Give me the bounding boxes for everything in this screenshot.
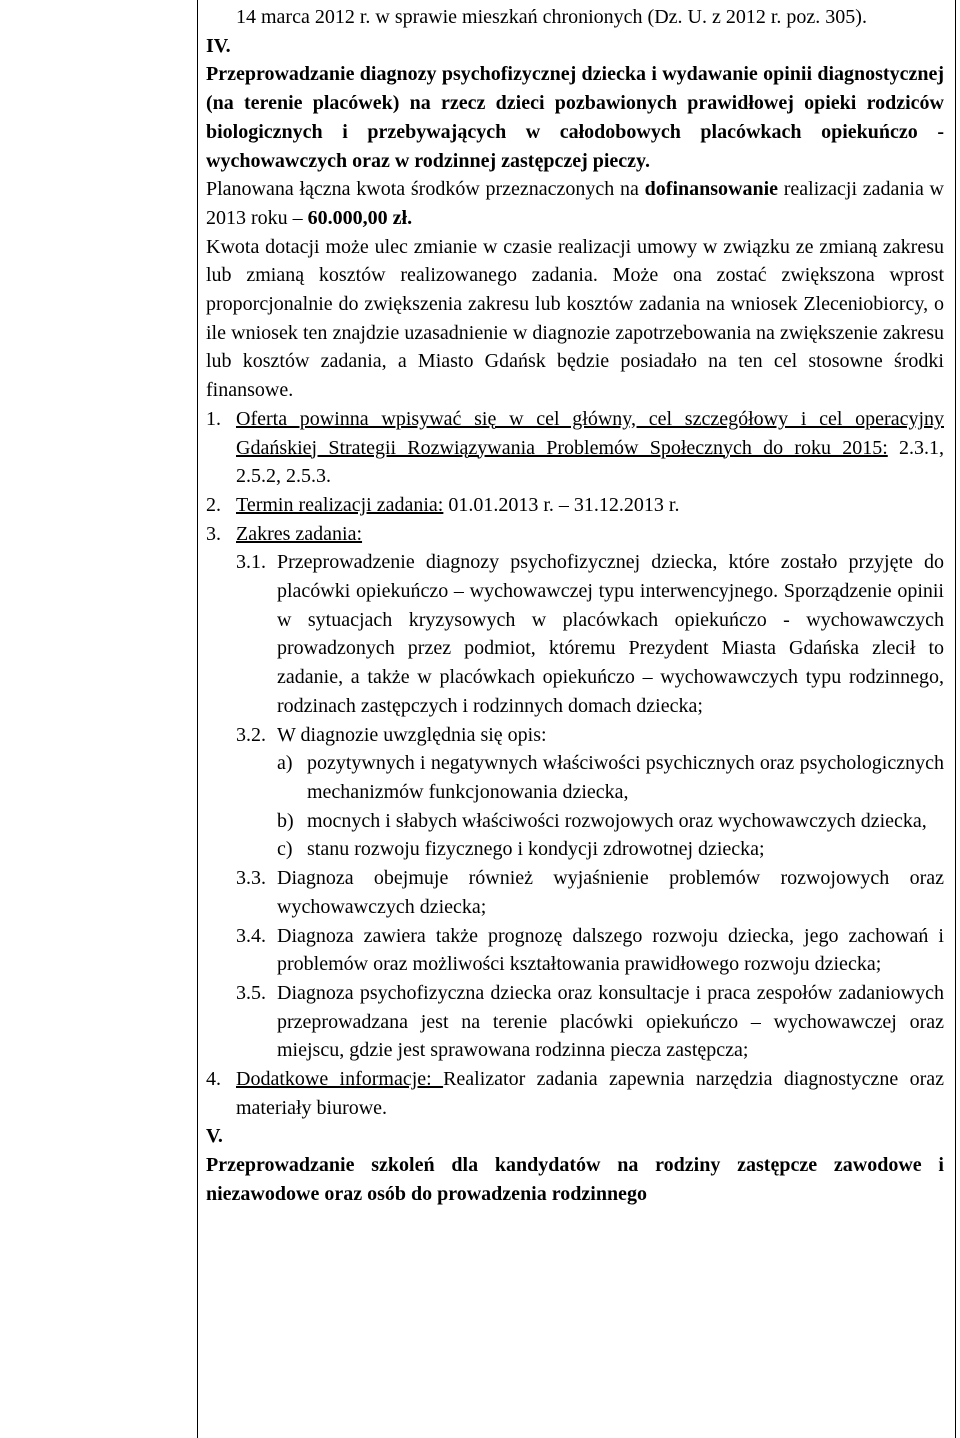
funding-text: Planowana łączna kwota środków przeznaczonych na [206,178,645,201]
list-item-number: 1. [206,407,221,430]
sub-item-text: W diagnozie uwzględnia się opis: [277,723,547,746]
section-iv-numeral: IV. [206,34,231,57]
table-border-left [197,0,198,1438]
funding-amount: 60.000,00 zł. [307,206,413,229]
scope-label: Zakres zadania: [236,522,363,545]
table-border-right [955,0,956,1438]
term-dates: 01.01.2013 r. – 31.12.2013 r. [443,493,680,516]
sub-item-3-2-c [277,835,944,864]
strategy-link-text: Oferta powinna wpisywać się w cel główny, cel szczegółowy i cel operacyjny Gdańskiej Strategii Rozwiązywania Problemów Społecznych do roku 2015: [236,407,944,459]
list-item-text [236,405,944,491]
funding-paragraph [206,175,944,232]
funding-text-2: realizacji zadania w 2013 roku – [206,178,945,229]
sub-item-3-1 [236,548,944,720]
section-iv-title: Przeprowadzanie diagnozy psychofizycznej dziecka i wydawanie opinii diagnostycznej (na terenie placówek) na rzecz dzieci pozbawionych prawidłowej opieki rodziców biologicznych i przebywających w całodobowych placówkach opiekuńczo - wychowawczych oraz w rodzinnej zastępczej pieczy. [206,63,944,172]
legal-reference-continuation: 14 marca 2012 r. w sprawie mieszkań chronionych (Dz. U. z 2012 r. poz. 305). [236,6,867,28]
letter-item-marker: a) [277,752,293,775]
letter-item-text: stanu rozwoju fizycznego i kondycji zdrowotnej dziecka; [307,838,765,861]
letter-item-marker: c) [277,838,293,861]
sub-item-number: 3.3. [236,867,266,890]
list-item-number: 4. [206,1068,221,1091]
sub-item-number: 3.1. [236,551,266,574]
sub-item-3-5 [236,979,944,1065]
list-item-text [236,491,944,520]
list-item-4 [206,1065,944,1122]
document-content [206,3,944,1209]
list-item-number: 2. [206,493,221,516]
grant-note-paragraph: Kwota dotacji może ulec zmianie w czasie realizacji umowy w związku ze zmianą zakresu lub zmianą kosztów realizowanego zadania. Może ona zostać zwiększona wprost proporcjonalnie do zwiększenia zakresu lub kosztów zadania na wniosek Zleceniobiorcy, o ile wniosek ten znajdzie uzasadnienie w diagnozie zapotrzebowania na zwiększenie zakresu lub kosztów zadania, a Miasto Gdańsk będzie posiadało na ten cel stosowne środki finansowe. [206,235,944,402]
letter-item-text: pozytywnych i negatywnych właściwości psychicznych oraz psychologicznych mechanizmów funkcjonowania dziecka, [307,752,944,803]
sub-item-text: Diagnoza psychofizyczna dziecka oraz konsultacje i praca zespołów zadaniowych przeprowadzana jest na terenie placówki opiekuńczo – wychowawczej oraz miejscu, gdzie jest sprawowana rodzinna piecza zastępcza; [277,981,944,1062]
list-item-1 [206,405,944,491]
section-v-numeral: V. [206,1125,223,1148]
list-item-2 [206,491,944,520]
section-v-title: Przeprowadzanie szkoleń dla kandydatów na rodziny zastępcze zawodowe i niezawodowe oraz osób do prowadzenia rodzinnego [206,1154,944,1205]
list-item-number: 3. [206,522,221,545]
sub-item-3-2 [236,721,944,750]
funding-keyword: dofinansowanie [644,178,779,201]
list-item-text [236,520,944,549]
letter-item-text: mocnych i słabych właściwości rozwojowych oraz wychowawczych dziecka, [307,809,927,832]
list-item-3 [206,520,944,549]
strategy-codes: 2.3.1, 2.5.2, 2.5.3. [236,436,945,488]
letter-item-marker: b) [277,809,294,832]
sub-item-text: Diagnoza obejmuje również wyjaśnienie problemów rozwojowych oraz wychowawczych dziecka; [277,867,944,918]
sub-item-3-4 [236,922,944,979]
sub-item-3-3 [236,864,944,921]
additional-info-text: Realizator zadania zapewnia narzędzia diagnostyczne oraz materiały biurowe. [236,1068,945,1119]
sub-item-3-2-a [277,749,944,806]
sub-item-number: 3.2. [236,723,266,746]
list-item-text [236,1065,944,1122]
term-label: Termin realizacji zadania: [236,493,444,516]
sub-item-number: 3.5. [236,981,266,1004]
sub-item-text: Diagnoza zawiera także prognozę dalszego rozwoju dziecka, jego zachowań i problemów oraz możliwości kształtowania prawidłowego rozwoju dziecka; [277,924,944,976]
sub-item-text: Przeprowadzenie diagnozy psychofizycznej dziecka, które zostało przyjęte do placówki opiekuńczo – wychowawczej typu interwencyjnego. Sporządzenie opinii w sytuacjach kryzysowych w placówkach opiekuńczo - wychowawczych prowadzonych przez podmiot, któremu Prezydent Miasta Gdańska zlecił to zadanie, a także w placówkach opiekuńczo – wychowawczych typu rodzinnego, rodzinach zastępczych i rodzinnych domach dziecka; [277,551,944,717]
additional-info-label: Dodatkowe informacje: [236,1068,444,1091]
sub-item-number: 3.4. [236,924,266,947]
sub-item-3-2-b [277,807,944,836]
